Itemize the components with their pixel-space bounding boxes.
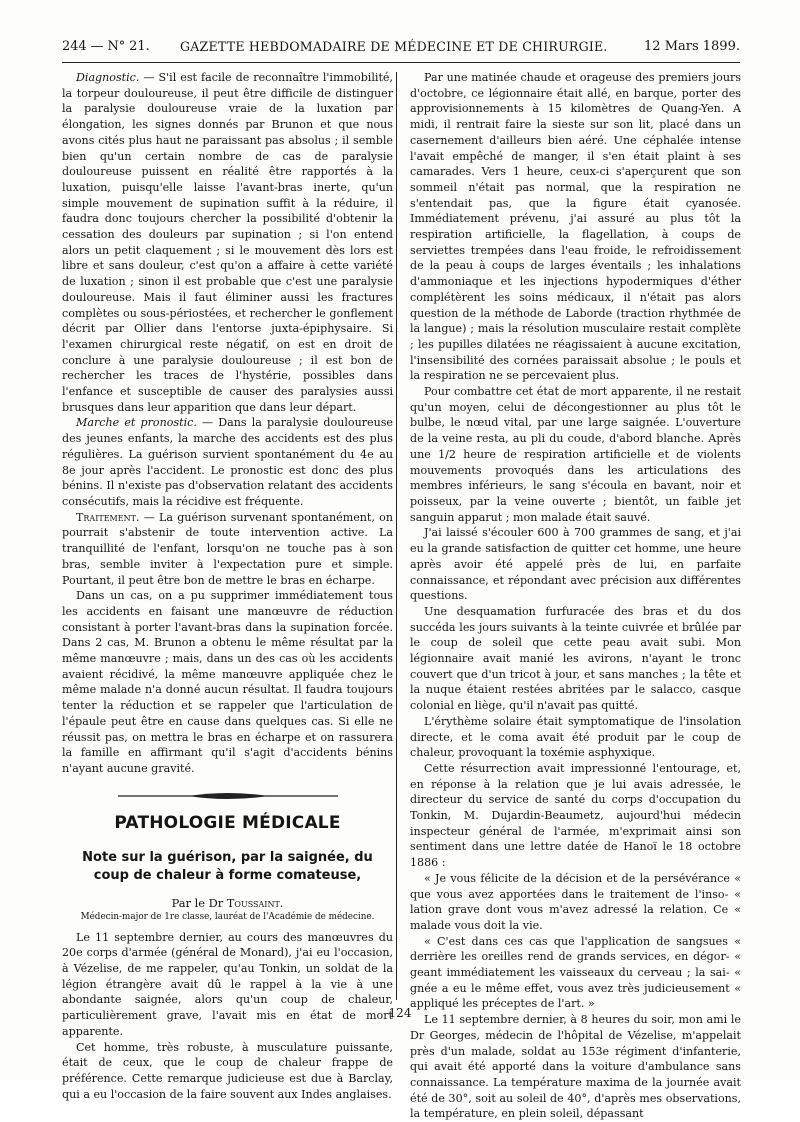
marche-paragraph [62,415,393,509]
georges-paragraph: Le 11 septembre dernier, à 8 heures du soir, mon ami le Dr Georges, médecin de l'hôpital de Vézelise, m'appelait près d'un malade, soldat au 153e régiment d'infanterie, qui avait été apporté dans la voiture d'ambulance sans connaissance. La température maxima de la journée avait été de 30°, soit au soleil de 40°, d'après mes observations, la température, en plein soleil, dépassant [410,1013,741,1121]
erytheme-paragraph: L'érythème solaire était symptomatique de l'insolation directe, et le coma avait été produit par le coup de chaleur, provoquant la toxémie asphyxique. [410,714,741,760]
left-column [62,70,393,1102]
page-issue-number: 244 — N° 21. [62,39,150,54]
article-author [62,895,393,911]
section-title: PATHOLOGIE MÉDICALE [114,812,341,833]
reduction-paragraph: Dans un cas, on a pu supprimer immédiatement tous les accidents en faisant une manœuvre de réduction consistant à porter l'avant-bras dans la supination forcée. Dans 2 cas, M. Brunon a obtenu le même résultat par la même manœuvre ; mais, dans un des cas où les accidents avaient récidivé, la même manœuvre appliquée chez le même malade n'a donné aucun résultat. Il faudra toujours tenter la réduction et se rappeler que l'articulation de l'épaule peut être en cause dans quelques cas. Si elle ne réussit pas, on mettra le bras en écharpe et on rassurera la famille en affirmant qu'il s'agit d'accidents bénins n'ayant aucune gravité. [62,589,393,775]
article-title: Note sur la guérison, par la saignée, du coup de chaleur à forme comateuse, [82,849,373,883]
author-prefix: Par le Dr [171,895,227,910]
intro-paragraph: Le 11 septembre dernier, au cours des manœuvres du 20e corps d'armée (général de Monard), j'ai eu l'occasion, à Vézelise, de me rappeler, qu'au Tonkin, un soldat de la légion étrangère avait dû le rappel à la vie à une abondante saignée, alors qu'un coup de chaleur, particulièrement grave, l'avait mis en état de mort apparente. [62,930,393,1038]
robust-paragraph: Cet homme, très robuste, à musculature puissante, était de ceux, que le coup de chaleur frappe de préférence. Cette remarque judicieuse est due à Barclay, qui a eu l'occasion de la faire souvent aux Indes anglaises. [62,1040,393,1101]
marche-lead: Marche et pronostic. [76,416,197,430]
matinee-paragraph: Par une matinée chaude et orageuse des premiers jours d'octobre, ce légionnaire était allé, en barque, porter des approvisionnements à 15 kilomètres de Quang-Yen. A midi, il rentrait faire la sieste sur son lit, placé dans un casernement d'ailleurs bien aéré. Une céphalée intense l'avait empêché de manger, il s'en était plaint à ses camarades. Vers 1 heure, ceux-ci s'aperçurent que son sommeil n'était pas normal, que la respiration ne s'entendait pas, que la figure était cyanosée. Immédiatement prévenu, j'ai assuré au plus tôt la respiration artificielle, la flagellation, à coups de serviettes trempées dans l'eau froide, le refroidissement de la peau à coups de larges éventails ; les inhalations d'ammoniaque et les injections hypodermiques d'éther complétèrent les soins médicaux, il n'était pas alors question de la méthode de Laborde (traction rhythmée de la langue) ; mais la résolution musculaire restait complète ; les pupilles dilatées ne réagissaient à aucune excitation, l'insensibilité des cornées paraissait absolue ; le pouls et la respiration ne se percevaient plus. [410,71,741,383]
diagnostic-paragraph [62,70,393,415]
letter-quote-1: « Je vous félicite de la décision et de la persévérance « que vous avez apportées dans le traitement de l'inso- « lation grave dont vous m'avez adressé la relation. Ce « malade vous doit la vie. [410,871,741,932]
page-folio: 124 [388,1006,412,1020]
traitement-text: — La guérison survenant spontanément, on pourrait s'abstenir de toute intervention active. La tranquillité de l'enfant, lorsqu'on ne touche pas à son bras, semble inviter à l'expectation pure et simple. Pourtant, il peut être bon de mettre le bras en écharpe. [62,510,393,587]
diagnostic-text: — S'il est facile de reconnaître l'immobilité, la torpeur douloureuse, il peut être difficile de distinguer la paralysie douloureuse vraie de la luxation par élongation, les signes donnés par Brunon et que nous avons cités plus haut ne paraissant pas absolus ; il semble bien qu'un certain nombre de cas de paralysie douloureuse puissent en réalité être rapportés à la luxation, puisqu'elle laisse l'avant-bras inerte, qu'un simple mouvement de supination suffit à la réduire, il faudra donc toujours chercher la possibilité d'obtenir la cessation des douleurs par supination ; si l'on entend alors un petit claquement ; si le mouvement dès lors est libre et sans douleur, c'est qu'on a affaire à cette variété de luxation ; sinon il est probable que c'est une paralysie douloureuse. Mais il faut éliminer aussi les fractures complètes ou sous-périostées, et rechercher le gonflement décrit par Ollier dans l'entorse juxta-épiphysaire. Si l'examen chirurgical reste négatif, on est en droit de conclure à une paralysie douloureuse ; il est bon de rechercher les traces de l'hystérie, possibles dans l'enfance et susceptible de causer des paralysies aussi brusques dans leur apparition que dans leur départ. [62,71,393,414]
diagnostic-lead: Diagnostic. [76,71,140,84]
traitement-lead: Traitement. [76,510,140,524]
sang-paragraph: J'ai laissé s'écouler 600 à 700 grammes de sang, et j'ai eu la grande satisfaction de quitter cet homme, une heure après avoir été appelé près de lui, en parfaite connaissance, et répondant avec précision aux différentes questions. [410,526,741,603]
desquamation-paragraph: Une desquamation furfuracée des bras et du dos succéda les jours suivants à la teinte cuivrée et brûlée par le coup de soleil que cette peau avait subi. Mon légionnaire avait manié les avirons, n'ayant le tronc couvert que d'un tricot à jour, et sans manches ; la tête et la nuque étaient restées abritées par le salacco, casque colonial en liège, qu'il n'avait pas quitté. [410,604,741,713]
letter-quote-2: « C'est dans ces cas que l'application de sangsues « derrière les oreilles rend de grands services, en dégor- « geant immédiatement les vaisseaux du cerveau ; la sai- « gnée a eu le même effet, vous avez très judicieusement « appliqué les préceptes de l'art. » [410,934,741,1011]
journal-title: GAZETTE HEBDOMADAIRE DE MÉDECINE ET DE CHIRURGIE. [180,39,608,54]
marche-text: — Dans la paralysie douloureuse des jeunes enfants, la marche des accidents est des plus régulières. La guérison survient spontanément du 4e au 8e jour après l'accident. Le pronostic est donc des plus bénins. Il n'existe pas d'observation relatant des accidents consécutifs, mais la récidive est fréquente. [62,416,393,508]
right-column [410,70,741,1122]
running-header [62,36,740,58]
section-ornament [118,789,338,803]
author-name: Toussaint. [226,895,284,910]
combattre-paragraph: Pour combattre cet état de mort apparente, il ne restait qu'un moyen, celui de décongestionner au plus tôt le bulbe, le nœud vital, par une large saignée. L'ouverture de la veine resta, au pli du coude, d'abord blanche. Après une 1/2 heure de respiration artificielle et de violents mouvements provoqués dans les articulations des membres inférieurs, le sang s'écoula en bavant, noir et poisseux, par la veine ouverte ; bientôt, un faible jet sanguin apparut ; mon malade était sauvé. [410,385,741,524]
author-affiliation: Médecin-major de 1re classe, lauréat de l'Académie de médecine. [80,911,375,922]
header-rule [62,62,740,63]
traitement-paragraph [62,510,393,589]
resurrection-paragraph: Cette résurrection avait impressionné l'entourage, et, en réponse à la relation que je lui avais adressée, le directeur du service de santé du corps d'occupation du Tonkin, M. Dujardin-Beaumetz, aujourd'hui médecin inspecteur général de l'armée, m'exprimait ainsi son sentiment dans une lettre datée de Hanoï le 18 octobre 1886 : [410,761,741,870]
issue-date: 12 Mars 1899. [644,39,740,54]
column-divider [396,72,397,1000]
